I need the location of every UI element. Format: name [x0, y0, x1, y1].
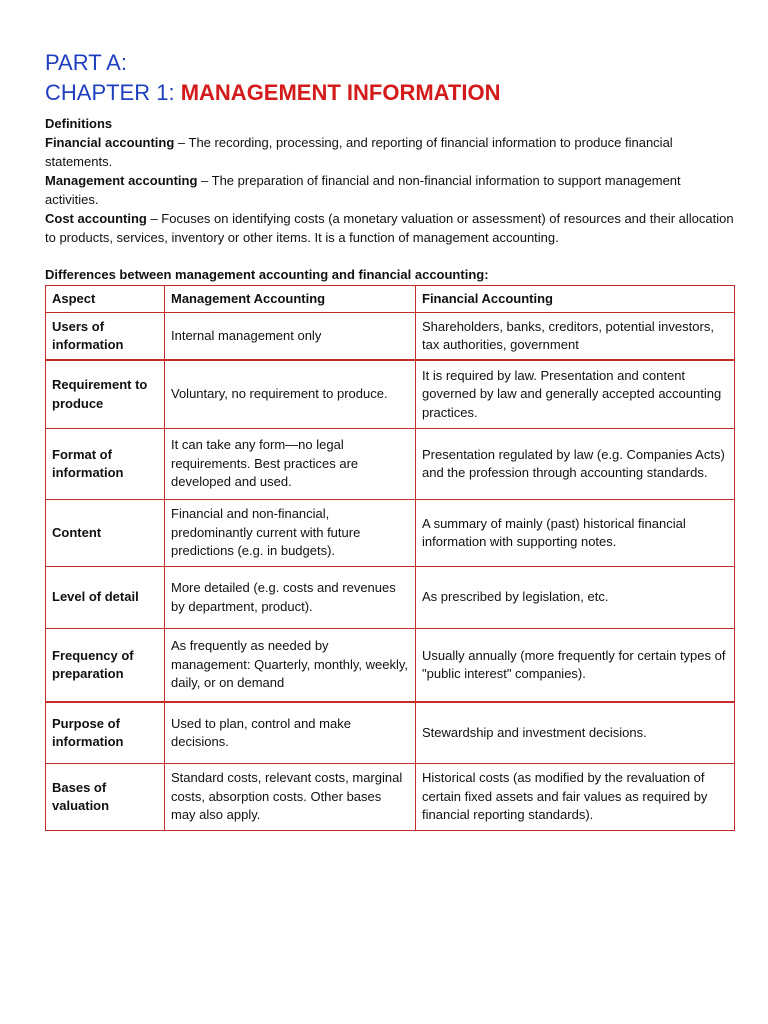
definitions-heading: Definitions: [45, 116, 113, 131]
management-cell: As frequently as needed by management: Quarterly, monthly, weekly, daily, or on demand: [165, 629, 416, 703]
management-cell: More detailed (e.g. costs and revenues by department, product).: [165, 567, 416, 629]
chapter-prefix: CHAPTER 1:: [45, 80, 181, 105]
table-row: [46, 360, 735, 429]
management-cell: Standard costs, relevant costs, marginal costs, absorption costs. Other bases may also apply.: [165, 764, 416, 831]
column-header-aspect: Aspect: [46, 286, 165, 313]
table-row: [46, 629, 735, 703]
definition-management-accounting: [45, 171, 735, 209]
table-row: [46, 313, 735, 361]
part-title: PART A:: [45, 50, 127, 75]
management-cell: Used to plan, control and make decisions.: [165, 702, 416, 764]
definition-cost-accounting: [45, 209, 735, 247]
aspect-cell: Content: [46, 500, 165, 567]
financial-cell: Shareholders, banks, creditors, potential investors, tax authorities, government: [416, 313, 735, 361]
chapter-name: MANAGEMENT INFORMATION: [180, 80, 501, 105]
management-cell: Voluntary, no requirement to produce.: [165, 360, 416, 429]
chapter-title: [45, 78, 735, 108]
column-header-management: Management Accounting: [165, 286, 416, 313]
financial-cell: As prescribed by legislation, etc.: [416, 567, 735, 629]
financial-cell: Stewardship and investment decisions.: [416, 702, 735, 764]
definition-text: – Focuses on identifying costs (a monetary valuation or assessment) of resources and their allocation to products, services, inventory or other items. It is a function of management accounting.: [45, 211, 734, 245]
definition-financial-accounting: [45, 133, 735, 171]
aspect-cell: Purpose of information: [46, 702, 165, 764]
definitions-section: [45, 114, 735, 247]
table-heading: Differences between management accounting and financial accounting:: [45, 267, 489, 282]
table-row: [46, 567, 735, 629]
definition-term: Cost accounting: [45, 211, 147, 226]
differences-table: [45, 285, 735, 831]
financial-cell: Usually annually (more frequently for certain types of "public interest" companies).: [416, 629, 735, 703]
aspect-cell: Bases of valuation: [46, 764, 165, 831]
document-page: [45, 48, 735, 831]
table-header-row: [46, 286, 735, 313]
financial-cell: A summary of mainly (past) historical financial information with supporting notes.: [416, 500, 735, 567]
management-cell: Internal management only: [165, 313, 416, 361]
aspect-cell: Requirement to produce: [46, 360, 165, 429]
financial-cell: Historical costs (as modified by the revaluation of certain fixed assets and fair values as required by financial reporting standards).: [416, 764, 735, 831]
column-header-financial: Financial Accounting: [416, 286, 735, 313]
aspect-cell: Users of information: [46, 313, 165, 361]
definition-text: – The recording, processing, and reporting of financial information to produce financial statements.: [45, 135, 673, 169]
financial-cell: It is required by law. Presentation and content governed by law and generally accepted accounting practices.: [416, 360, 735, 429]
definition-term: Management accounting: [45, 173, 198, 188]
financial-cell: Presentation regulated by law (e.g. Companies Acts) and the profession through accounting standards.: [416, 429, 735, 500]
table-row: [46, 764, 735, 831]
table-row: [46, 500, 735, 567]
management-cell: Financial and non-financial, predominantly current with future predictions (e.g. in budgets).: [165, 500, 416, 567]
definition-text: – The preparation of financial and non-financial information to support management activities.: [45, 173, 681, 207]
table-row: [46, 429, 735, 500]
aspect-cell: Level of detail: [46, 567, 165, 629]
aspect-cell: Format of information: [46, 429, 165, 500]
management-cell: It can take any form—no legal requirements. Best practices are developed and used.: [165, 429, 416, 500]
table-row: [46, 702, 735, 764]
definition-term: Financial accounting: [45, 135, 175, 150]
aspect-cell: Frequency of preparation: [46, 629, 165, 703]
